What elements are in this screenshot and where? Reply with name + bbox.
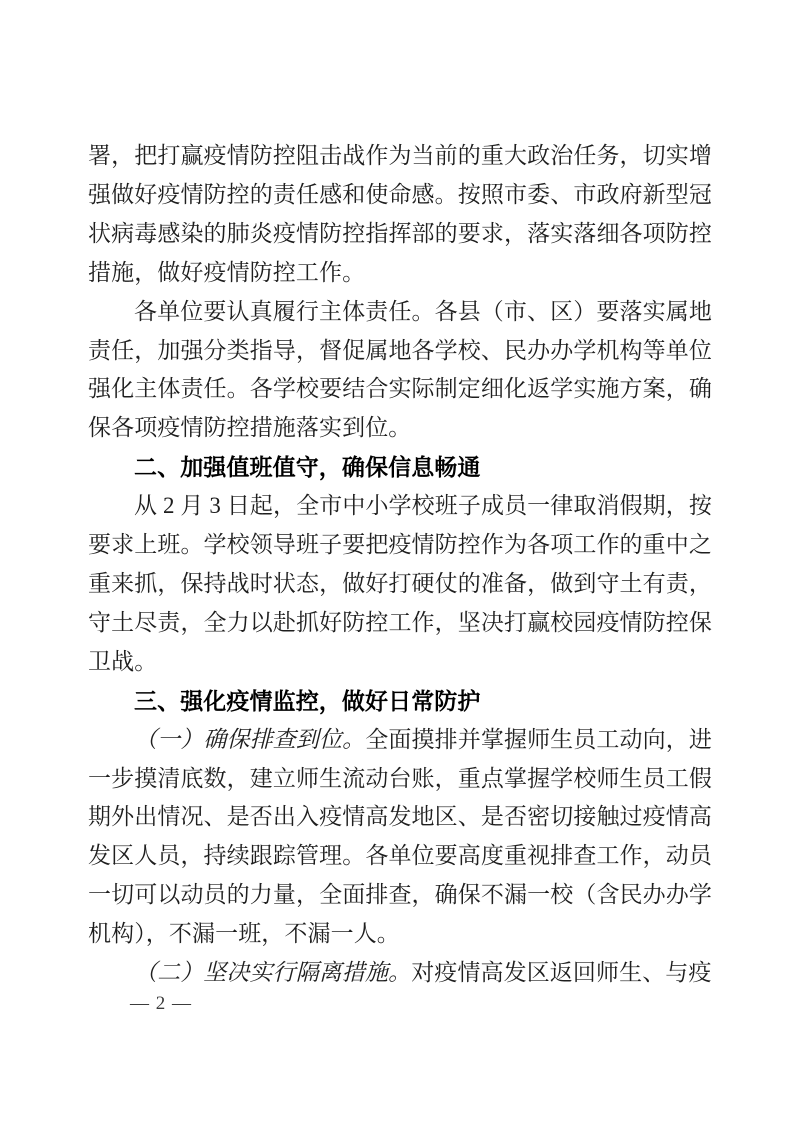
section-heading-2: 二、加强值班值守，确保信息畅通 <box>134 454 481 481</box>
paragraph-continuation: 署，把打赢疫情防控阻击战作为当前的重大政治任务，切实增强做好疫情防控的责任感和使命感。按照市委、市政府新型冠状病毒感染的肺炎疫情防控指挥部的要求，落实落细各项防控措施，做好疫情防控工作。 <box>88 143 712 285</box>
item-body-2: 对疫情高发区返回师生、与疫 <box>411 960 712 986</box>
item-lead-1: （一）确保排查到位。 <box>134 726 366 752</box>
paragraph: 各单位要认真履行主体责任。各县（市、区）要落实属地责任，加强分类指导，督促属地各学校、民办办学机构等单位强化主体责任。各学校要结合实际制定细化返学实施方案，确保各项疫情防控措施落实到位。 <box>88 298 712 441</box>
item-lead-2: （二）坚决实行隔离措施。 <box>134 960 412 986</box>
paragraph <box>88 954 712 993</box>
page-number: — 2 — <box>130 993 192 1014</box>
paragraph: 从 2 月 3 日起，全市中小学校班子成员一律取消假期，按要求上班。学校领导班子要把疫情防控作为各项工作的重中之重来抓，保持战时状态，做好打硬仗的准备，做到守土有责，守土尽责，全力以赴抓好防控工作，坚决打赢校园疫情防控保卫战。 <box>88 493 712 674</box>
section-heading-3: 三、强化疫情监控，做好日常防护 <box>134 687 481 714</box>
item-body-1: 全面摸排并掌握师生员工动向，进一步摸清底数，建立师生流动台账，重点掌握学校师生员工假期外出情况、是否出入疫情高发地区、是否密切接触过疫情高发区人员，持续跟踪管理。各单位要高度重视排查工作，动员一切可以动员的力量，全面排查，确保不漏一校（含民办办学机构），不漏一班，不漏一人。 <box>88 726 713 947</box>
document-body <box>88 137 712 993</box>
paragraph <box>88 721 712 954</box>
